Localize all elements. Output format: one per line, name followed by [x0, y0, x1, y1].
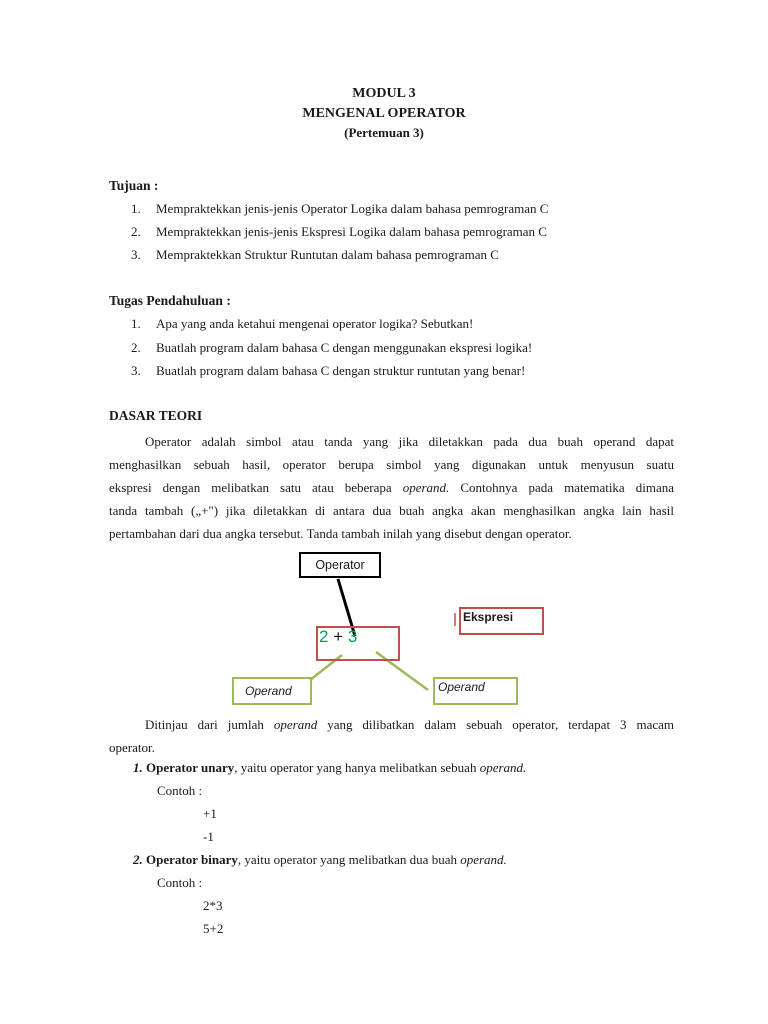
- operator-type-unary: 1. Operator unary, yaitu operator yang hanya melibatkan sebuah operand.: [133, 760, 527, 775]
- operand-right-box: Operand: [433, 677, 518, 705]
- paragraph-line: ekspresi dengan melibatkan satu atau beberapa operand. Contohnya pada matematika dimana: [109, 480, 675, 495]
- meeting-label: (Pertemuan 3): [344, 125, 424, 140]
- list-item: 2. Buatlah program dalam bahasa C dengan menggunakan ekspresi logika!: [131, 340, 533, 355]
- paragraph-line: Ditinjau dari jumlah operand yang dilibatkan dalam sebuah operator, terdapat 3 macam: [145, 717, 675, 732]
- paragraph-line: Operator adalah simbol atau tanda yang jika diletakkan pada dua buah operand dapat: [145, 434, 674, 449]
- dasar-teori-heading: DASAR TEORI: [109, 408, 203, 423]
- example-value: -1: [203, 829, 214, 844]
- list-item: 1. Mempraktekkan jenis-jenis Operator Logika dalam bahasa pemrograman C: [131, 201, 549, 216]
- list-item: 2. Mempraktekkan jenis-jenis Ekspresi Logika dalam bahasa pemrograman C: [131, 224, 547, 239]
- paragraph-line: pertambahan dari dua angka tersebut. Tanda tambah inilah yang disebut dengan operator.: [109, 526, 572, 541]
- example-value: +1: [203, 806, 217, 821]
- example-value: 2*3: [203, 898, 223, 913]
- operand-value: 3: [347, 627, 358, 646]
- tujuan-heading: Tujuan :: [109, 178, 159, 193]
- paragraph-line: operator.: [109, 740, 155, 755]
- operator-symbol: +: [333, 627, 344, 646]
- list-item: 3. Mempraktekkan Struktur Runtutan dalam bahasa pemrograman C: [131, 247, 499, 262]
- operand-left-box: Operand: [232, 677, 312, 705]
- example-value: 5+2: [203, 921, 224, 936]
- list-item: 3. Buatlah program dalam bahasa C dengan struktur runtutan yang benar!: [131, 363, 526, 378]
- expression-box: [316, 626, 400, 661]
- operator-label-box: Operator: [299, 552, 381, 578]
- list-item: 1. Apa yang anda ketahui mengenai operator logika? Sebutkan!: [131, 316, 474, 331]
- contoh-label: Contoh :: [157, 875, 203, 890]
- contoh-label: Contoh :: [157, 783, 203, 798]
- operator-type-binary: 2. Operator binary, yaitu operator yang melibatkan dua buah operand.: [133, 852, 507, 867]
- module-subtitle: MENGENAL OPERATOR: [302, 106, 466, 121]
- paragraph-line: menghasilkan sebuah hasil, operator berupa simbol yang digunakan untuk menyusun suatu: [109, 457, 674, 472]
- ekspresi-label-box: Ekspresi: [459, 607, 544, 635]
- operand-value: 2: [319, 627, 329, 646]
- paragraph-line: tanda tambah („+") jika diletakkan di antara dua buah angka akan menghasilkan angka lain hasil: [109, 503, 674, 518]
- tugas-heading: Tugas Pendahuluan :: [109, 293, 231, 308]
- module-title: MODUL 3: [352, 86, 416, 101]
